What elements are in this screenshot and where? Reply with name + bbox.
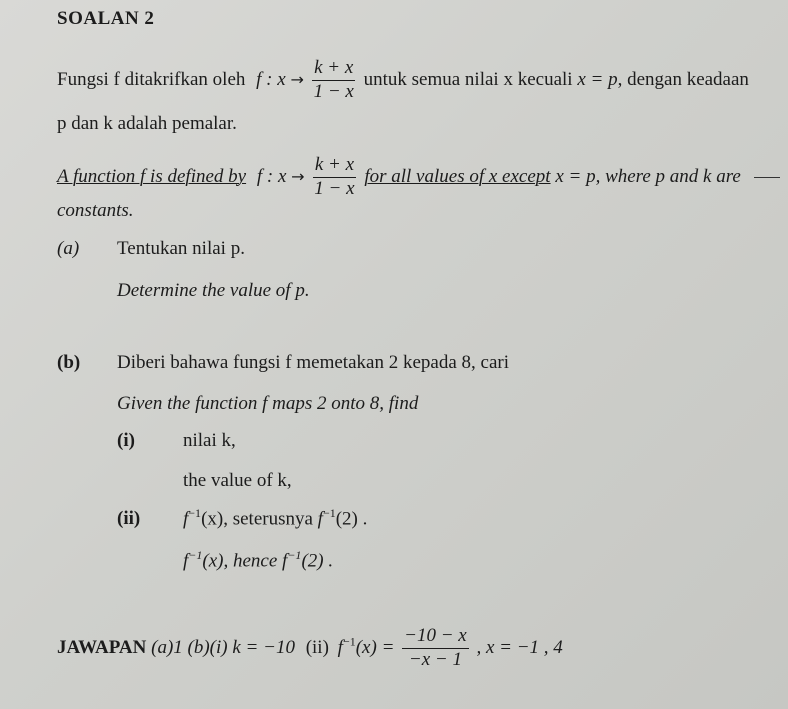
function-prefix: f : x xyxy=(256,68,286,90)
exception-value: x = p xyxy=(577,68,618,90)
fraction-numerator-en: k + x xyxy=(313,155,356,178)
finv-arg-x-en: (x) xyxy=(202,550,224,572)
stem-english-line-1 xyxy=(57,155,780,200)
answer-finv-arg: (x) = xyxy=(355,636,395,658)
function-prefix-en: f : x xyxy=(256,165,287,187)
part-b-ii-en-text: , hence xyxy=(223,550,278,572)
answer-ref-bi: (b)(i) xyxy=(187,636,228,658)
function-fraction-en xyxy=(312,155,356,200)
stem-en-text-3: , where p and k are xyxy=(595,165,741,187)
finv-superscript-en-2: −1 xyxy=(287,548,302,562)
part-b-ii-label: (ii) xyxy=(117,508,141,529)
part-b-ii-english xyxy=(183,548,333,572)
answer-ref-a: (a)1 xyxy=(151,636,183,658)
stem-ms-text-4: p dan k adalah pemalar. xyxy=(57,113,237,134)
stem-ms-text-2: untuk semua nilai x kecuali xyxy=(363,68,573,90)
finv-arg-x: (x) xyxy=(201,508,224,530)
function-fraction xyxy=(312,58,356,103)
part-b-i-english: the value of k, xyxy=(183,470,292,491)
fraction-denominator: 1 − x xyxy=(313,80,354,102)
stem-en-text-2: for all values of x except xyxy=(364,165,551,187)
answer-denominator: −x − 1 xyxy=(408,648,462,670)
arrow-icon-en: → xyxy=(291,166,305,186)
exception-value-en: x = p xyxy=(555,165,596,187)
stem-malay-line-1 xyxy=(57,58,749,103)
finv-symbol-en-2: f xyxy=(282,550,288,572)
part-b-ii-ms-text: , seterusnya xyxy=(223,508,313,530)
underline-blank xyxy=(754,177,780,178)
stem-en-text-1: A function f is defined by xyxy=(57,165,247,187)
part-a-malay: Tentukan nilai p. xyxy=(117,238,245,259)
answer-ref-bii: (ii) xyxy=(305,636,329,658)
finv-symbol-2: f xyxy=(317,508,323,530)
fraction-numerator: k + x xyxy=(312,58,355,81)
finv-symbol-en: f xyxy=(183,550,189,572)
answer-line xyxy=(57,626,563,671)
answer-finv: f xyxy=(337,636,343,658)
part-a-english: Determine the value of p. xyxy=(117,280,310,301)
finv-symbol: f xyxy=(183,508,189,530)
part-b-label: (b) xyxy=(57,352,81,373)
part-b-ii-malay xyxy=(183,506,367,530)
fraction-denominator-en: 1 − x xyxy=(314,177,355,199)
part-b-i-malay: nilai k, xyxy=(183,430,236,451)
answer-tail: , x = −1 , 4 xyxy=(476,636,563,658)
finv-arg-2-en: (2) . xyxy=(301,550,334,572)
arrow-icon: → xyxy=(290,69,304,89)
part-b-english: Given the function f maps 2 onto 8, find xyxy=(117,393,419,414)
answer-label: JAWAPAN xyxy=(57,636,147,658)
part-a-label: (a) xyxy=(57,238,80,259)
finv-superscript-2: −1 xyxy=(322,506,336,520)
answer-fraction xyxy=(402,626,469,671)
stem-ms-text-3: , dengan keadaan xyxy=(617,68,749,90)
finv-superscript-en: −1 xyxy=(188,548,203,562)
part-b-i-label: (i) xyxy=(117,430,135,451)
part-b-malay: Diberi bahawa fungsi f memetakan 2 kepada 8, cari xyxy=(117,352,509,373)
finv-arg-2: (2) . xyxy=(335,508,368,530)
answer-numerator: −10 − x xyxy=(402,626,469,649)
stem-ms-text-1: Fungsi f ditakrifkan oleh xyxy=(57,68,246,90)
question-title: SOALAN 2 xyxy=(57,8,155,29)
finv-superscript: −1 xyxy=(188,506,202,520)
answer-k-value: k = −10 xyxy=(232,636,295,658)
stem-en-text-4: constants. xyxy=(57,200,134,221)
answer-finv-sup: −1 xyxy=(342,634,356,649)
